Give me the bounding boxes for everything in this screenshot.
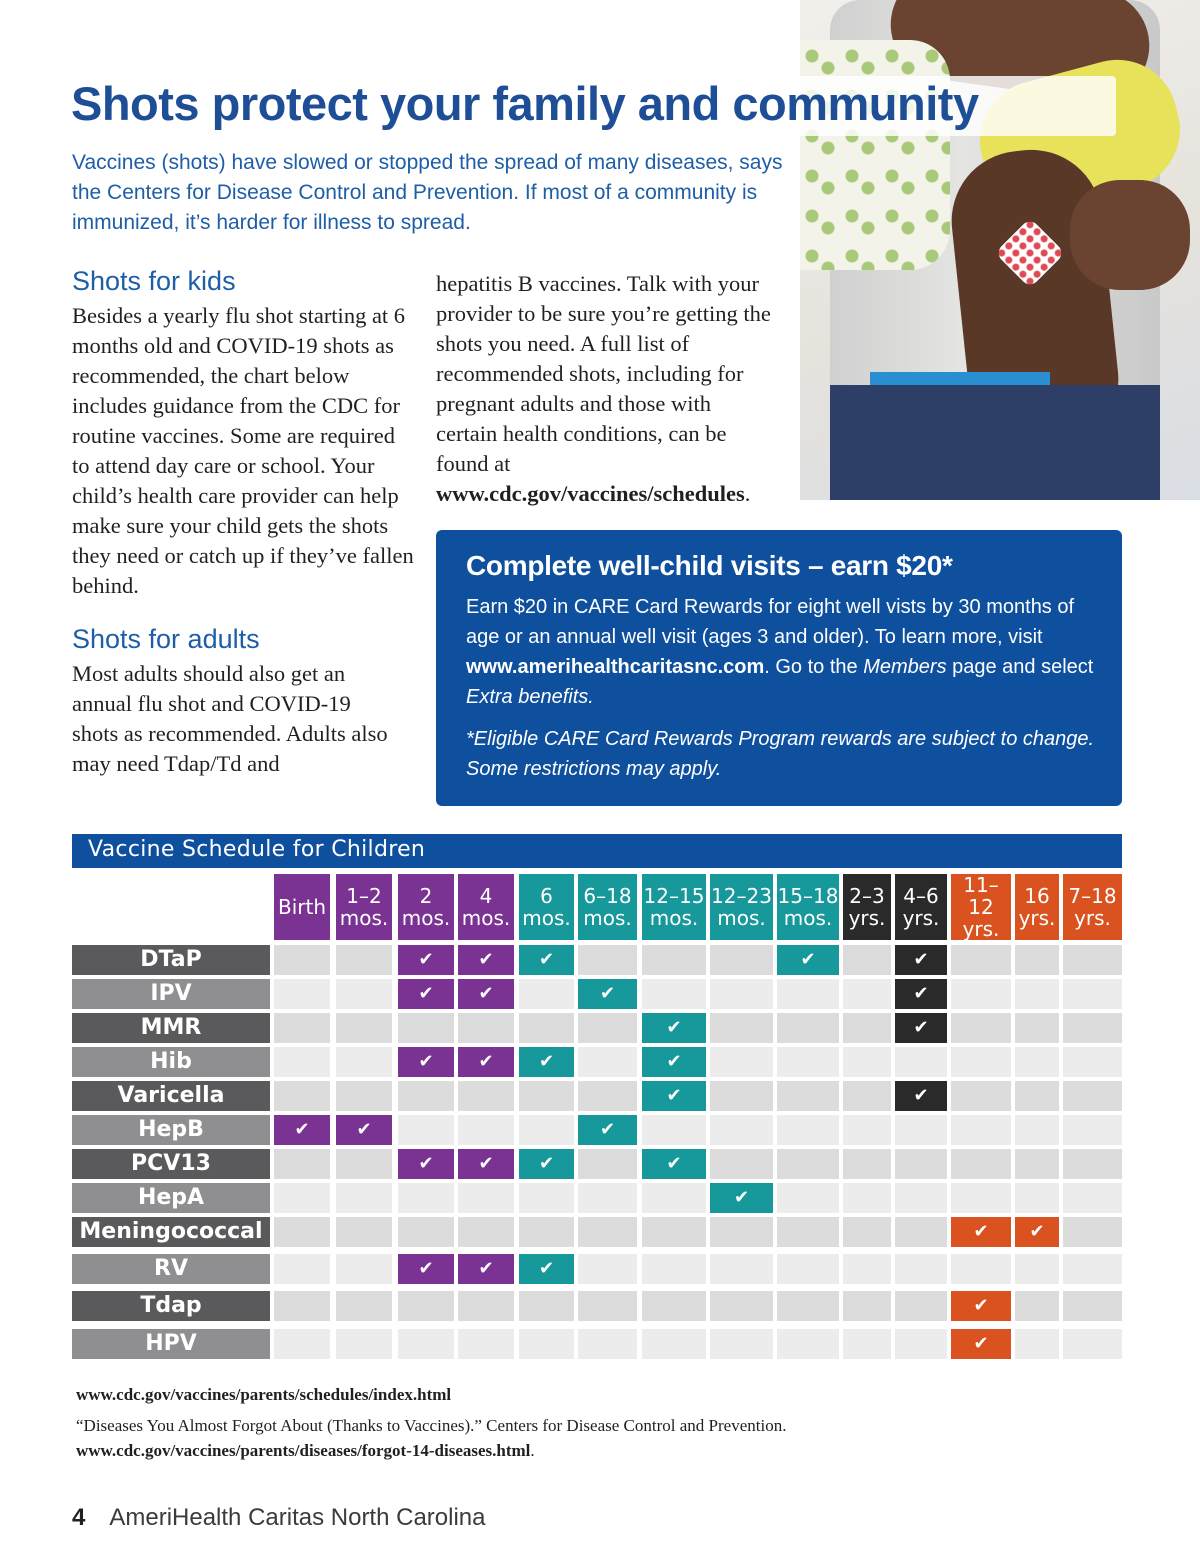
schedule-empty-cell [578,1291,637,1321]
extra-benefits-label: Extra benefits. [466,686,594,708]
schedule-empty-cell [843,1047,891,1077]
vaccine-name: PCV13 [72,1149,270,1179]
rewards-body [466,592,1106,712]
checkmark-icon: ✔ [478,1153,494,1174]
vaccine-name: HPV [72,1329,270,1359]
age-header-label: 15–18 [777,884,839,908]
schedule-empty-cell [274,1081,330,1111]
checkmark-icon: ✔ [478,983,494,1004]
age-header [1015,874,1059,940]
schedule-empty-cell [519,1115,574,1145]
source-link-diseases[interactable]: www.cdc.gov/vaccines/parents/diseases/forgot-14-diseases.html [76,1441,531,1460]
schedule-empty-cell [336,979,392,1009]
schedule-empty-cell [274,1183,330,1213]
cdc-schedules-link[interactable]: www.cdc.gov/vaccines/schedules [436,481,745,506]
schedule-empty-cell [951,1254,1011,1284]
schedule-check-cell [398,1254,454,1284]
members-page-label: Members [863,656,947,678]
schedule-empty-cell [843,979,891,1009]
schedule-empty-cell [777,1013,839,1043]
checkmark-icon: ✔ [356,1119,372,1140]
schedule-empty-cell [578,1013,637,1043]
source-citation: “Diseases You Almost Forgot About (Thanks to Vaccines).” Centers for Disease Control and Prevention. [76,1416,787,1435]
schedule-empty-cell [336,1149,392,1179]
schedule-empty-cell [458,1183,514,1213]
schedule-empty-cell [777,1329,839,1359]
schedule-check-cell [458,945,514,975]
vaccine-name: Meningococcal [72,1217,270,1247]
checkmark-icon: ✔ [418,1258,434,1279]
schedule-empty-cell [710,1115,773,1145]
age-header-unit: yrs. [1074,906,1111,930]
schedule-check-cell [710,1183,773,1213]
age-header [274,874,330,940]
jeans [830,385,1160,500]
schedule-empty-cell [895,1291,947,1321]
schedule-check-cell [642,1047,706,1077]
schedule-check-cell [398,1149,454,1179]
age-header-label: 1–2 [346,884,382,908]
schedule-empty-cell [642,1183,706,1213]
schedule-empty-cell [843,1013,891,1043]
schedule-check-cell [458,1254,514,1284]
schedule-empty-cell [1015,1291,1059,1321]
schedule-empty-cell [951,979,1011,1009]
schedule-empty-cell [895,1329,947,1359]
checkmark-icon: ✔ [538,1051,555,1072]
schedule-check-cell [458,1047,514,1077]
schedule-empty-cell [336,1254,392,1284]
source-link-period: . [530,1441,535,1460]
schedule-empty-cell [578,1217,637,1247]
schedule-empty-cell [398,1013,454,1043]
schedule-empty-cell [274,1291,330,1321]
schedule-empty-cell [336,1047,392,1077]
schedule-empty-cell [519,1329,574,1359]
vaccine-name: RV [72,1254,270,1284]
schedule-empty-cell [578,945,637,975]
vaccine-name: DTaP [72,945,270,975]
schedule-empty-cell [1063,945,1122,975]
checkmark-icon: ✔ [478,1051,494,1072]
schedule-empty-cell [1063,1254,1122,1284]
schedule-empty-cell [1063,1183,1122,1213]
schedule-empty-cell [274,1217,330,1247]
rewards-callout [436,530,1122,806]
age-header-unit: mos. [401,906,451,930]
schedule-empty-cell [398,1291,454,1321]
schedule-empty-cell [398,1329,454,1359]
age-header-label: 6 [540,884,553,908]
checkmark-icon: ✔ [599,1119,616,1140]
schedule-empty-cell [710,1329,773,1359]
schedule-empty-cell [710,1013,773,1043]
age-header-label: Birth [277,895,327,919]
schedule-check-cell [336,1115,392,1145]
age-header-unit: yrs. [902,906,940,930]
age-header-label: 2 [419,884,433,908]
schedule-check-cell [951,1329,1011,1359]
checkmark-icon: ✔ [538,949,555,970]
schedule-empty-cell [458,1013,514,1043]
schedule-check-cell [578,1115,637,1145]
adults-paragraph: Most adults should also get an annual flu shot and COVID-19 shots as recommended. Adults also may need Tdap/Td and [72,661,388,776]
schedule-empty-cell [777,1081,839,1111]
schedule-empty-cell [336,1013,392,1043]
age-header-unit: mos. [522,906,571,930]
age-header [519,874,574,940]
schedule-check-cell [1015,1217,1059,1247]
vaccine-name: Tdap [72,1291,270,1321]
schedule-empty-cell [843,1149,891,1179]
schedule-empty-cell [274,979,330,1009]
age-header [642,874,706,940]
schedule-empty-cell [519,1291,574,1321]
age-header-unit: yrs. [848,906,886,930]
schedule-empty-cell [843,1329,891,1359]
schedule-empty-cell [336,1291,392,1321]
kids-heading: Shots for kids [72,266,236,296]
checkmark-icon: ✔ [913,983,929,1004]
schedule-empty-cell [274,945,330,975]
checkmark-icon: ✔ [1029,1221,1045,1242]
schedule-empty-cell [1063,1329,1122,1359]
schedule-empty-cell [895,1254,947,1284]
schedule-check-cell [398,945,454,975]
schedule-empty-cell [1063,1217,1122,1247]
rewards-body-text-3: page and select [946,656,1094,678]
schedule-check-cell [398,979,454,1009]
schedule-empty-cell [1015,1254,1059,1284]
schedule-empty-cell [843,945,891,975]
schedule-check-cell [578,979,637,1009]
schedule-empty-cell [710,1254,773,1284]
age-header-label: 2–3 [849,884,885,908]
checkmark-icon: ✔ [418,983,434,1004]
schedule-empty-cell [895,1047,947,1077]
checkmark-icon: ✔ [478,949,494,970]
rewards-body-text: Earn $20 in CARE Card Rewards for eight well vists by 30 months of age or an annual well visit (ages 3 and older). To learn more, visit [466,596,1075,648]
schedule-empty-cell [398,1183,454,1213]
schedule-check-cell [777,945,839,975]
schedule-empty-cell [710,945,773,975]
schedule-empty-cell [710,1081,773,1111]
age-header-label: 12–15 [643,884,705,908]
schedule-empty-cell [1015,1183,1059,1213]
checkmark-icon: ✔ [599,983,616,1004]
schedule-empty-cell [895,1183,947,1213]
schedule-empty-cell [519,979,574,1009]
schedule-empty-cell [336,1081,392,1111]
schedule-empty-cell [336,1217,392,1247]
schedule-empty-cell [274,1013,330,1043]
sources [76,1382,1076,1463]
checkmark-icon: ✔ [913,949,929,970]
checkmark-icon: ✔ [733,1187,750,1208]
age-header [578,874,637,940]
age-header-unit: mos. [717,906,766,930]
age-header [951,874,1011,940]
schedule-check-cell [895,1013,947,1043]
schedule-empty-cell [777,1254,839,1284]
schedule-check-cell [895,945,947,975]
schedule-empty-cell [519,1183,574,1213]
schedule-empty-cell [843,1115,891,1145]
checkmark-icon: ✔ [913,1085,929,1106]
vaccine-name: Hib [72,1047,270,1077]
schedule-empty-cell [578,1047,637,1077]
age-header-unit: yrs. [962,917,1000,941]
schedule-empty-cell [843,1081,891,1111]
schedule-empty-cell [578,1254,637,1284]
schedule-empty-cell [1015,1329,1059,1359]
age-header [843,874,891,940]
schedule-empty-cell [710,1217,773,1247]
checkmark-icon: ✔ [666,1153,682,1174]
adults-continued-text: hepatitis B vaccines. Talk with your provider to be sure you’re getting the shots you need. A full list of recommended shots, including for pregnant adults and those with certain health conditions, can be found at [436,271,771,476]
schedule-empty-cell [458,1329,514,1359]
schedule-empty-cell [336,945,392,975]
schedule-empty-cell [519,1081,574,1111]
age-header-label: 16 [1024,884,1050,908]
schedule-empty-cell [951,945,1011,975]
checkmark-icon: ✔ [973,1295,989,1316]
schedule-empty-cell [1015,945,1059,975]
amerihealth-link[interactable]: www.amerihealthcaritasnc.com [466,656,765,678]
schedule-empty-cell [710,1291,773,1321]
schedule-empty-cell [777,979,839,1009]
age-header-label: 7–18 [1068,884,1117,908]
schedule-empty-cell [1015,1149,1059,1179]
schedule-empty-cell [336,1329,392,1359]
checkmark-icon: ✔ [538,1258,555,1279]
schedule-check-cell [642,1149,706,1179]
schedule-empty-cell [1015,1013,1059,1043]
schedule-check-cell [895,979,947,1009]
schedule-empty-cell [1063,1081,1122,1111]
page-footer [72,1504,486,1532]
schedule-empty-cell [843,1217,891,1247]
schedule-empty-cell [274,1254,330,1284]
checkmark-icon: ✔ [294,1119,310,1140]
schedule-empty-cell [274,1149,330,1179]
vaccine-name: Varicella [72,1081,270,1111]
schedule-empty-cell [519,1013,574,1043]
checkmark-icon: ✔ [666,1051,682,1072]
schedule-empty-cell [1015,1047,1059,1077]
schedule-empty-cell [578,1183,637,1213]
age-header [710,874,773,940]
schedule-empty-cell [895,1217,947,1247]
baby-shirt [800,40,950,270]
schedule-empty-cell [642,1329,706,1359]
schedule-empty-cell [710,979,773,1009]
adults-link-period: . [744,481,751,506]
schedule-check-cell [951,1291,1011,1321]
schedule-empty-cell [777,1291,839,1321]
schedule-check-cell [895,1081,947,1111]
schedule-empty-cell [458,1081,514,1111]
intro-paragraph: Vaccines (shots) have slowed or stopped the spread of many diseases, says the Centers for Disease Control and Prevention. If most of a community is immunized, it’s harder for illness to spread. [72,151,783,234]
schedule-empty-cell [458,1217,514,1247]
age-header-label: 4 [479,884,493,908]
age-header [458,874,514,940]
schedule-check-cell [398,1047,454,1077]
schedule-empty-cell [642,1254,706,1284]
kids-paragraph: Besides a yearly flu shot starting at 6 months old and COVID-19 shots as recommended, the chart below includes guidance from the CDC for routine vaccines. Some are required to attend day care or school. Your child’s health care provider can help make sure your child gets the shots they need or catch up if they’ve fallen behind. [72,303,414,598]
age-header-unit: mos. [649,906,699,930]
schedule-empty-cell [777,1047,839,1077]
schedule-empty-cell [398,1217,454,1247]
schedule-empty-cell [578,1149,637,1179]
schedule-empty-cell [1063,1115,1122,1145]
schedule-empty-cell [710,1149,773,1179]
schedule-check-cell [642,1081,706,1111]
schedule-empty-cell [274,1047,330,1077]
age-header [1063,874,1122,940]
rewards-title: Complete well-child visits – earn $20* [466,550,953,581]
schedule-check-cell [642,1013,706,1043]
schedule-empty-cell [642,945,706,975]
schedule-empty-cell [951,1115,1011,1145]
vaccine-name: HepA [72,1183,270,1213]
schedule-empty-cell [642,1291,706,1321]
schedule-empty-cell [777,1149,839,1179]
page-number: 4 [72,1504,86,1531]
vaccine-name: MMR [72,1013,270,1043]
age-header-unit: mos. [583,906,632,930]
schedule-empty-cell [458,1291,514,1321]
checkmark-icon: ✔ [800,949,816,970]
schedule-check-cell [951,1217,1011,1247]
age-header [895,874,947,940]
schedule-check-cell [274,1115,330,1145]
age-header-label: 6–18 [583,884,632,908]
schedule-empty-cell [578,1329,637,1359]
vaccine-name: HepB [72,1115,270,1145]
checkmark-icon: ✔ [418,949,434,970]
schedule-empty-cell [1063,1013,1122,1043]
checkmark-icon: ✔ [418,1153,434,1174]
schedule-check-cell [458,979,514,1009]
schedule-empty-cell [951,1013,1011,1043]
schedule-empty-cell [1015,1115,1059,1145]
schedule-empty-cell [578,1081,637,1111]
footer-org: AmeriHealth Caritas North Carolina [109,1504,486,1531]
age-header-label: 12–23 [711,884,772,908]
checkmark-icon: ✔ [973,1221,989,1242]
schedule-empty-cell [1015,1081,1059,1111]
schedule-empty-cell [895,1149,947,1179]
schedule-check-cell [458,1149,514,1179]
rewards-disclaimer: *Eligible CARE Card Rewards Program rewards are subject to change. Some restrictions may apply. [466,728,1095,780]
age-header [336,874,392,940]
schedule-check-cell [519,1149,574,1179]
page-title: Shots protect your family and community [71,77,979,130]
checkmark-icon: ✔ [666,1085,682,1106]
schedule-empty-cell [895,1115,947,1145]
schedule-empty-cell [398,1081,454,1111]
age-header-unit: yrs. [1018,906,1056,930]
schedule-empty-cell [642,1115,706,1145]
schedule-empty-cell [458,1115,514,1145]
age-header [398,874,454,940]
schedule-empty-cell [951,1047,1011,1077]
schedule-empty-cell [642,1217,706,1247]
source-link-schedules[interactable]: www.cdc.gov/vaccines/parents/schedules/index.html [76,1385,452,1404]
schedule-empty-cell [336,1183,392,1213]
age-header-unit: mos. [783,906,833,930]
schedule-title: Vaccine Schedule for Children [88,837,426,862]
schedule-check-cell [519,1254,574,1284]
schedule-check-cell [519,1047,574,1077]
schedule-empty-cell [843,1254,891,1284]
schedule-empty-cell [710,1047,773,1077]
schedule-empty-cell [777,1217,839,1247]
schedule-empty-cell [951,1149,1011,1179]
schedule-empty-cell [519,1217,574,1247]
checkmark-icon: ✔ [478,1258,494,1279]
schedule-empty-cell [398,1115,454,1145]
age-header-label: 4–6 [903,884,939,908]
age-header [777,874,839,940]
age-header-unit: mos. [461,906,511,930]
parent-holding-baby-photo [800,0,1200,500]
schedule-empty-cell [843,1291,891,1321]
rewards-body-text-2: . Go to the [764,656,864,678]
schedule-empty-cell [1063,1149,1122,1179]
schedule-empty-cell [642,979,706,1009]
schedule-title-bar [72,834,1122,868]
checkmark-icon: ✔ [973,1333,989,1354]
schedule-empty-cell [1063,979,1122,1009]
adults-paragraph-continued [436,269,776,509]
schedule-empty-cell [951,1183,1011,1213]
schedule-empty-cell [1015,979,1059,1009]
schedule-empty-cell [1063,1291,1122,1321]
checkmark-icon: ✔ [538,1153,555,1174]
schedule-empty-cell [951,1081,1011,1111]
schedule-check-cell [519,945,574,975]
schedule-empty-cell [777,1115,839,1145]
checkmark-icon: ✔ [418,1051,434,1072]
age-header-label: 11–12 [963,873,999,919]
adults-heading: Shots for adults [72,624,260,654]
checkmark-icon: ✔ [666,1017,682,1038]
schedule-empty-cell [843,1183,891,1213]
parent-hand [1070,180,1190,290]
schedule-empty-cell [274,1329,330,1359]
schedule-empty-cell [1063,1047,1122,1077]
checkmark-icon: ✔ [913,1017,929,1038]
schedule-empty-cell [777,1183,839,1213]
age-header-unit: mos. [339,906,389,930]
vaccine-name: IPV [72,979,270,1009]
